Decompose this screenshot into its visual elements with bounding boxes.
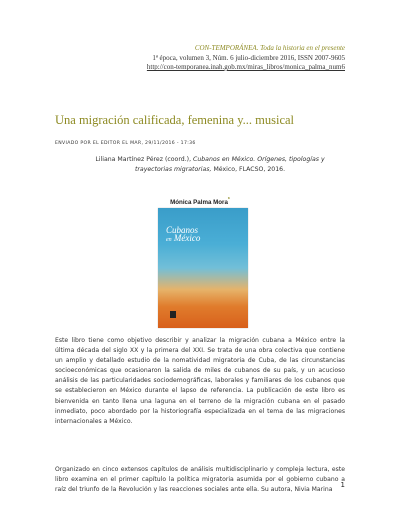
book-cover-image (158, 208, 248, 328)
journal-title: CON-TEMPORÁNEA (194, 44, 257, 52)
paragraph-1: Este libro tiene como objetivo describir y analizar la migración cubana a México entre la última década del siglo XX y la primera del XXI. Se trata de una obra colectiva que contiene un amplio y detallado estudio de la nomatividad migratoria de Cuba, de las circunstancias socioeconómicas que ocasionaron la salida de miles de cubanos de su país, y un acucioso análisis de las particularidades sociodemográficas, laborales y familiares de los cubanos que se establecieron en México durante el lapso de referencia. La publicación de este libro es bienvenida en tanto llena una laguna en el terreno de la migración cubana en el pasado inmediato, poco abordado por la historiografía especializada en el tema de las migraciones internacionales a México. (55, 337, 345, 425)
cover-title (166, 226, 200, 244)
reviewer-name (0, 197, 400, 206)
book-citation (80, 155, 340, 175)
page-number: 1 (340, 481, 345, 489)
cover-title-prefix: en (166, 237, 172, 243)
article-url-link[interactable]: http://con-temporanea.inah.gob.mx/miras_libros/monica_palma_num6 (146, 63, 345, 71)
journal-subtitle: Toda la historia en el presente (260, 44, 345, 52)
issue-info: 1ª época, volumen 3, Núm. 6 julio-diciembre 2016, ISSN 2007-9605 (152, 53, 345, 62)
citation-author: Liliana Martínez Pérez (coord.), (95, 156, 192, 163)
article-title: Una migración calificada, femenina y... musical (55, 113, 295, 127)
citation-book-title: Cubanos en México. Orígenes, tipologías y trayectorias migratorias, (134, 156, 325, 173)
citation-publisher: México, FLACSO, 2016. (213, 166, 286, 173)
publisher-logo (170, 311, 176, 318)
cover-title-line2: México (173, 233, 201, 243)
cover-title-line1: Cubanos (166, 225, 199, 235)
journal-header (147, 44, 345, 73)
sent-info: ENVIADO POR EL EDITOR EL MAR, 29/11/2016 - 17:36 (55, 141, 196, 146)
footnote-marker[interactable]: * (227, 197, 230, 203)
paragraph-2: Organizado en cinco extensos capítulos de análisis multidisciplinario y compleja lectura, este libro examina en el primer capítulo la política migratoria asumida por el gobierno cubano a raíz del triunfo de la Revolución y las reacciones sociales ante ella. Su autora, Nivia Marina (55, 466, 345, 494)
reviewer-name-text: Mónica Palma Mora (170, 199, 228, 207)
journal-name: CON-TEMPORÁNEA. Toda la historia en el presente (194, 44, 345, 52)
